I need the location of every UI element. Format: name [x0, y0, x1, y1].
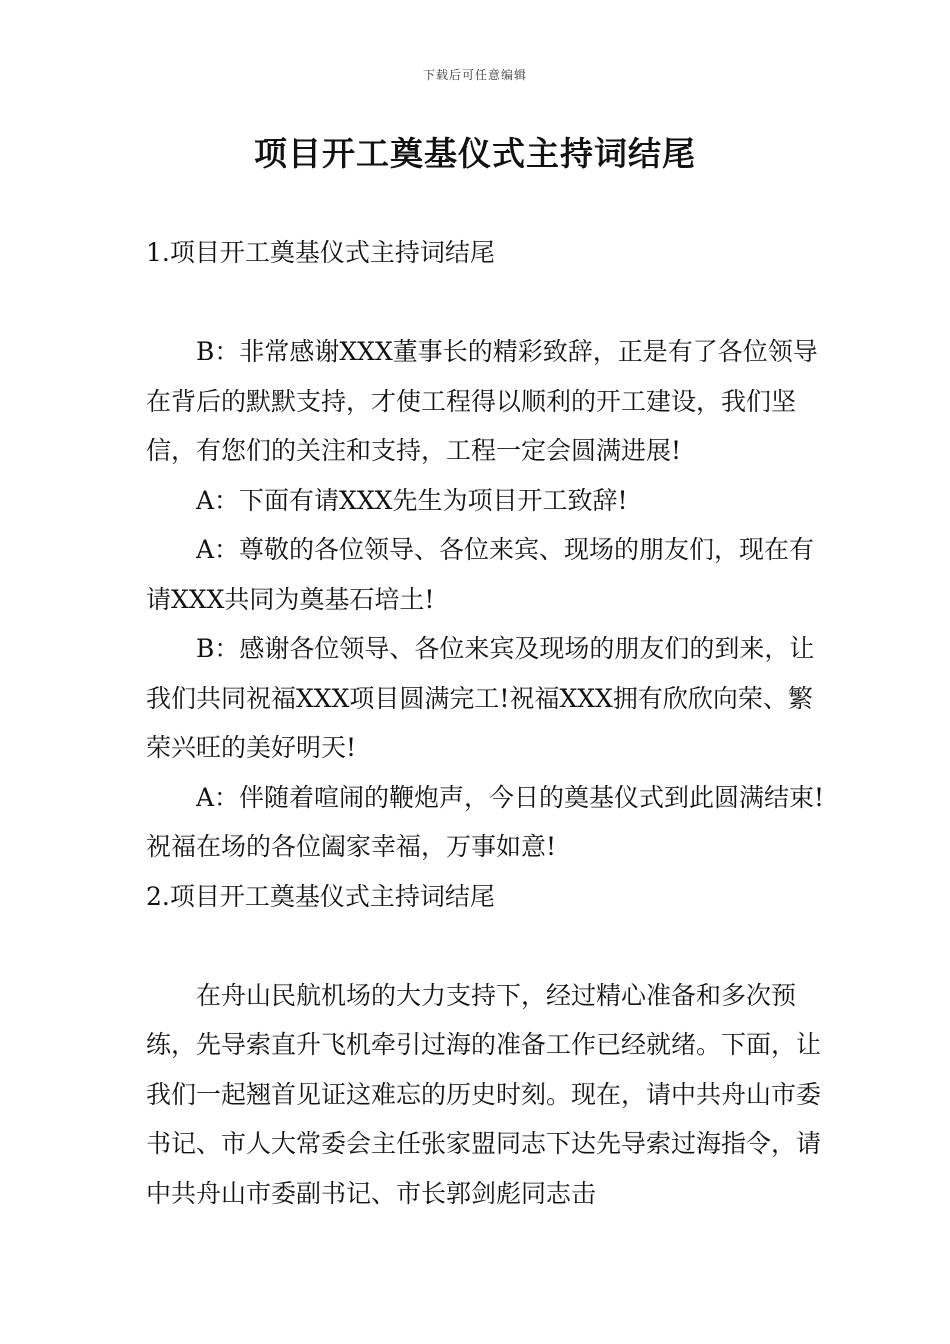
- paragraph: B：非常感谢XXX董事长的精彩致辞，正是有了各位领导在背后的默默支持，才使工程得以顺利的开工建设，我们坚信，有您们的关注和支持，工程一定会圆满进展!: [146, 337, 818, 465]
- paragraph: A：下面有请XXX先生为项目开工致辞!: [196, 485, 628, 515]
- paragraph: 在舟山民航机场的大力支持下，经过精心准备和多次预练，先导索直升飞机牵引过海的准备工作已经就绪。下面，让我们一起翘首见证这难忘的历史时刻。现在，请中共舟山市委书记、市人大常委会主任张家盟同志下达先导索过海指令，请中共舟山市委副书记、市长郭剑彪同志击: [146, 980, 822, 1208]
- paragraph: A：尊敬的各位领导、各位来宾、现场的朋友们，现在有请XXX共同为奠基石培土!: [146, 535, 815, 614]
- section-heading-2: 2.项目开工奠基仪式主持词结尾: [146, 881, 495, 911]
- section-heading-1: 1.项目开工奠基仪式主持词结尾: [146, 238, 495, 267]
- blank-line: [146, 278, 826, 328]
- header-note: 下载后可任意编辑: [422, 68, 527, 82]
- blank-line: [146, 921, 826, 971]
- paragraph: A：伴随着喧闹的鞭炮声，今日的奠基仪式到此圆满结束!祝福在场的各位阖家幸福，万事如意!: [146, 782, 825, 861]
- paragraph: B：感谢各位领导、各位来宾及现场的朋友们的到来，让我们共同祝福XXX项目圆满完工!祝福XXX拥有欣欣向荣、繁荣兴旺的美好明天!: [146, 634, 815, 762]
- document-body: [146, 228, 826, 1218]
- document-title: 项目开工奠基仪式主持词结尾: [254, 134, 696, 173]
